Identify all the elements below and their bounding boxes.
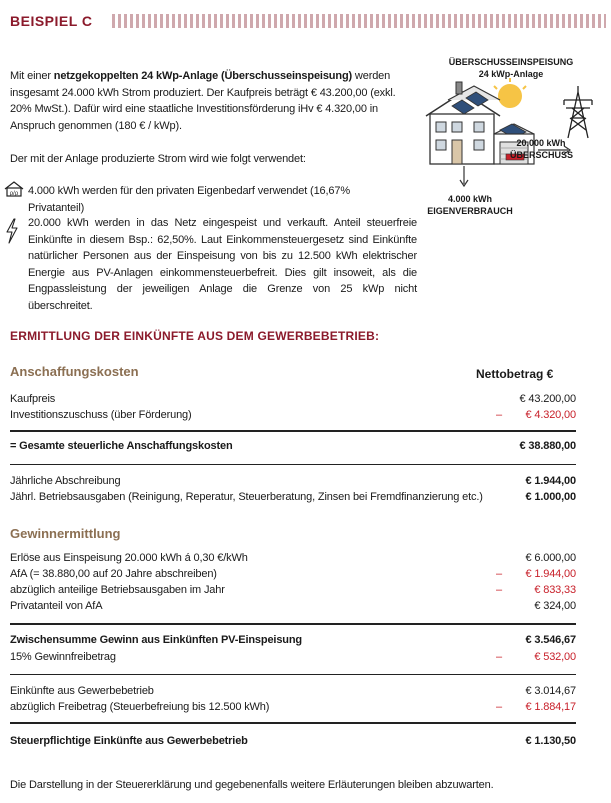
row-value: € 1.130,50	[525, 735, 576, 747]
self-consumption-amount: 4.000 kWh	[447, 194, 493, 204]
minus-sign: –	[496, 409, 502, 421]
row-value: € 1.944,00	[525, 475, 576, 487]
row-label: Erlöse aus Einspeisung 20.000 kWh á 0,30 €/kWh	[10, 552, 248, 564]
row-label: Steuerpflichtige Einkünfte aus Gewerbebetrieb	[10, 735, 248, 747]
intro-bold: netzgekoppelten 24 kWp-Anlage (Überschusseinspeisung)	[53, 70, 353, 82]
usage-intro: Der mit der Anlage produzierte Strom wird wie folgt verwendet:	[10, 153, 306, 165]
minus-sign: –	[496, 701, 502, 713]
row-erloese	[10, 550, 576, 566]
header-stripe-decoration	[112, 14, 606, 28]
illustration-title	[448, 56, 574, 80]
row-abschreibung	[10, 473, 576, 489]
row-freibetrag	[10, 699, 576, 715]
illustration-title-line2: 24 kWp-Anlage	[478, 69, 544, 79]
row-afa	[10, 566, 576, 582]
illustration-label-surplus	[510, 137, 572, 161]
minus-sign: –	[496, 568, 502, 580]
row-value: € 4.320,00	[525, 409, 576, 421]
sun-icon	[490, 78, 526, 108]
row-label: abzüglich Freibetrag (Steuerbefreiung bis 12.500 kWh)	[10, 701, 270, 713]
subheading-acquisition: Anschaffungskosten	[10, 364, 139, 379]
usage-item-grid: 20.000 kWh werden in das Netz eingespeist und verkauft. Anteil steuerfreie Einkünfte in diesem Bsp.: 62,50%. Laut Einkommensteuergesetz sind Einkünfte natürlicher Personen aus der Einspeisung von bis zu 12.500 kWh elektrischer Energie aus PV-Anlagen einkommensteuerbefreit. Dies gilt insoweit, als die Engpassleistung der jeweiligen Anlage die Grenze von 25 kWp nicht überschreitet.	[28, 217, 417, 312]
subheading-profit: Gewinnermittlung	[10, 526, 121, 541]
house-percent-icon	[4, 181, 24, 197]
divider	[10, 464, 576, 465]
row-label: Jährl. Betriebsausgaben (Reinigung, Reperatur, Steuerberatung, Zinsen bei Fremdfinanzierung etc.)	[10, 491, 483, 503]
row-value: € 1.944,00	[525, 568, 576, 580]
row-value: € 3.014,67	[525, 685, 576, 697]
svg-text:ρ/ρ: ρ/ρ	[9, 191, 19, 197]
footer-note: Die Darstellung in der Steuererklärung und gegebenenfalls weitere Erläuterungen bleiben abzuwarten.	[10, 779, 494, 791]
row-label: Einkünfte aus Gewerbebetrieb	[10, 685, 154, 697]
surplus-text: ÜBERSCHUSS	[510, 150, 574, 160]
row-betriebsausgaben	[10, 489, 576, 505]
section-heading: ERMITTLUNG DER EINKÜNFTE AUS DEM GEWERBEBETRIEB:	[10, 329, 380, 343]
section-header	[10, 13, 606, 33]
intro-text-2: werden insgesamt 24.000 kWh Strom produziert. Der Kaufpreis beträgt € 43.200,00 (exkl. 20% MwSt.). Dafür wird eine staatliche Investitionsförderung iHv € 4.320,00 in Anspruch genommen (180 € / kWp).	[10, 70, 396, 132]
row-label: Privatanteil von AfA	[10, 600, 103, 612]
house-solar-illustration	[418, 78, 608, 193]
row-label: AfA (= 38.880,00 auf 20 Jahre abschreiben)	[10, 568, 217, 580]
usage-item-private: 4.000 kWh werden für den privaten Eigenbedarf verwendet (16,67% Privatanteil)	[28, 185, 350, 214]
lightning-icon	[5, 218, 19, 244]
row-gewinnfreibetrag	[10, 649, 576, 665]
row-label: Investitionszuschuss (über Förderung)	[10, 409, 192, 421]
intro-text-1: Mit einer	[10, 70, 54, 82]
row-final	[10, 733, 576, 749]
row-label: = Gesamte steuerliche Anschaffungskosten	[10, 440, 233, 452]
arrow-down-icon	[460, 166, 468, 186]
power-tower-icon	[564, 86, 592, 138]
example-title: BEISPIEL C	[10, 13, 93, 29]
row-value: € 3.546,67	[525, 634, 576, 646]
row-value: € 1.000,00	[525, 491, 576, 503]
row-value: € 6.000,00	[525, 552, 576, 564]
row-value: € 43.200,00	[519, 393, 576, 405]
row-value: € 324,00	[534, 600, 576, 612]
row-value: € 532,00	[534, 651, 576, 663]
row-label: Zwischensumme Gewinn aus Einkünften PV-Einspeisung	[10, 634, 303, 646]
divider	[10, 623, 576, 625]
row-label: Kaufpreis	[10, 393, 56, 405]
self-consumption-text: EIGENVERBRAUCH	[427, 206, 513, 216]
row-label: abzüglich anteilige Betriebsausgaben im Jahr	[10, 584, 225, 596]
row-value: € 1.884,17	[525, 701, 576, 713]
row-anteil	[10, 582, 576, 598]
row-zuschuss	[10, 407, 576, 423]
divider	[10, 722, 576, 724]
column-header-net: Nettobetrag €	[476, 367, 554, 381]
row-label: Jährliche Abschreibung	[10, 475, 121, 487]
divider	[10, 674, 576, 675]
row-privatanteil	[10, 598, 576, 614]
row-total-acquisition	[10, 438, 576, 454]
row-value: € 38.880,00	[519, 440, 576, 452]
row-value: € 833,33	[534, 584, 576, 596]
illustration-title-line1: ÜBERSCHUSSEINSPEISUNG	[448, 57, 574, 67]
illustration-label-self-consumption	[425, 193, 515, 217]
surplus-amount: 20.000 kWh	[516, 138, 566, 148]
divider	[10, 430, 576, 432]
minus-sign: –	[496, 651, 502, 663]
row-kaufpreis	[10, 391, 576, 407]
intro-paragraph	[10, 68, 408, 134]
row-label: 15% Gewinnfreibetrag	[10, 651, 116, 663]
minus-sign: –	[496, 584, 502, 596]
row-gewerbe	[10, 683, 576, 699]
row-zwischensumme	[10, 632, 576, 648]
